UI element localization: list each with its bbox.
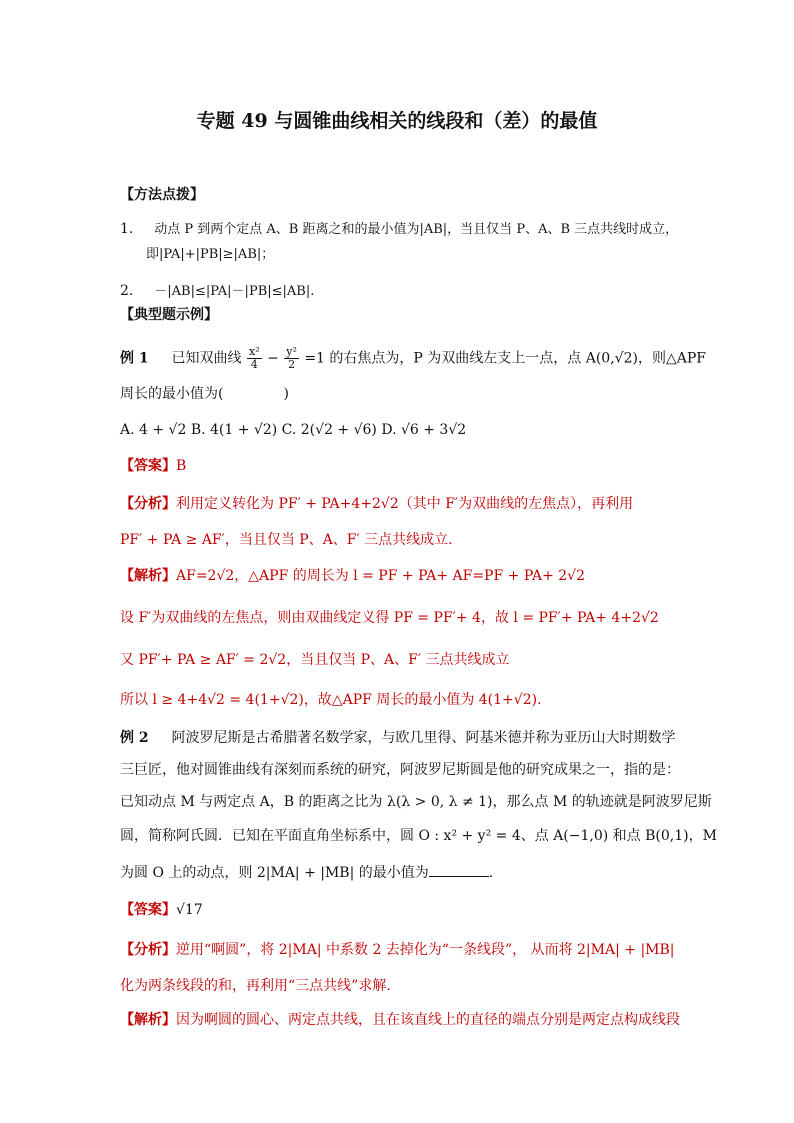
method-item-1-number: 1. <box>120 221 134 237</box>
example-2-line3: 已知动点 M 与两定点 A，B 的距离之比为 λ(λ > 0, λ ≠ 1)，那么点 M 的轨迹就是阿波罗尼斯 <box>120 794 712 810</box>
answer-blank <box>429 862 489 877</box>
example-2-line1: 例 2 阿波罗尼斯是古希腊著名数学家，与欧几里得、阿基米德并称为亚历山大时期数学 <box>120 730 676 746</box>
method-item-2-text: －|AB|≤|PA|－|PB|≤|AB|. <box>154 284 315 299</box>
example-1-solution-line2: 设 F′为双曲线的左焦点，则由双曲线定义得 PF = PF′+ 4，故 l = PF′+ PA+ 4+2√2 <box>120 610 659 626</box>
example-1-answer <box>120 456 186 476</box>
example-1-stem-b: =1 的右焦点为，P 为双曲线左支上一点，点 A(0,√2)，则△APF <box>304 350 706 367</box>
example-1-stem-c: 周长的最小值为( ) <box>120 386 289 402</box>
answer-tag: 【答案】 <box>120 902 176 918</box>
example-1-solution-line3: 又 PF′+ PA ≥ AF′ = 2√2，当且仅当 P、A、F′ 三点共线成立 <box>120 652 510 668</box>
answer-tag: 【答案】 <box>120 458 176 474</box>
analysis-tag: 【分析】 <box>120 942 176 958</box>
example-2-line2: 三巨匠，他对圆锥曲线有深刻而系统的研究，阿波罗尼斯圆是他的研究成果之一，指的是： <box>120 762 680 778</box>
example-2-analysis-line2: 化为两条线段的和，再利用“三点共线”求解. <box>120 978 391 994</box>
example-2-answer <box>120 900 203 920</box>
examples-heading: 【典型题示例】 <box>120 307 218 323</box>
example-1-analysis-line2: PF′ + PA ≥ AF′，当且仅当 P、A、F′ 三点共线成立. <box>120 532 453 548</box>
minus-sign: − <box>267 350 279 367</box>
method-item-2 <box>120 281 314 302</box>
example-1-options: A. 4 + √2 B. 4(1 + √2) C. 2(√2 + √6) D. √6 + 3√2 <box>120 422 467 438</box>
fraction-y2-over-2: $\frac{\text{y²}}{2}$ <box>286 345 297 371</box>
solution-tag: 【解析】 <box>120 1012 176 1028</box>
analysis-tag: 【分析】 <box>120 496 176 512</box>
example-1-solution: 【解析】AF=2√2，△APF 的周长为 l = PF + PA+ AF=PF + PA+ 2√2 <box>120 568 585 584</box>
example-1-label: 例 1 <box>120 350 149 367</box>
fraction-x2-over-4: $\frac{\text{x²}}{4}$ <box>248 345 260 371</box>
example-2-line4: 圆，简称阿氏圆．已知在平面直角坐标系中，圆 O : x² + y² = 4、点 A(−1,0) 和点 B(0,1)，M <box>120 828 717 844</box>
example-2-label: 例 2 <box>120 730 149 746</box>
example-1-solution-line4: 所以 l ≥ 4+4√2 = 4(1+√2)，故△APF 周长的最小值为 4(1+√2). <box>120 692 542 708</box>
example-2-solution: 【解析】因为啊圆的圆心、两定点共线，且在该直线上的直径的端点分别是两定点构成线段 <box>120 1012 680 1028</box>
solution-tag: 【解析】 <box>120 568 176 584</box>
method-heading: 【方法点拨】 <box>120 187 204 203</box>
method-item-1-text: 动点 P 到两个定点 A、B 距离之和的最小值为|AB|，当且仅当 P、A、B 三点共线时成立， <box>154 222 679 237</box>
method-item-1-line2: 即|PA|+|PB|≥|AB|； <box>146 247 275 262</box>
example-1-stem <box>120 346 706 371</box>
answer-value: B <box>176 458 187 474</box>
example-2-line5: 为圆 O 上的动点，则 2|MA| + |MB| 的最小值为 . <box>120 862 493 883</box>
example-1-analysis: 【分析】利用定义转化为 PF′ + PA+4+2√2（其中 F′为双曲线的左焦点），再利用 <box>120 496 634 512</box>
answer-value: √17 <box>176 902 203 918</box>
page-title: 专题 49 与圆锥曲线相关的线段和（差）的最值 <box>196 110 598 132</box>
example-2-analysis: 【分析】逆用“啊圆”，将 2|MA| 中系数 2 去掉化为“一条线段”， 从而将 2|MA| + |MB| <box>120 942 675 958</box>
method-item-1 <box>120 219 678 240</box>
example-1-stem-a: 已知双曲线 <box>171 350 242 367</box>
method-item-2-number: 2. <box>120 283 134 299</box>
